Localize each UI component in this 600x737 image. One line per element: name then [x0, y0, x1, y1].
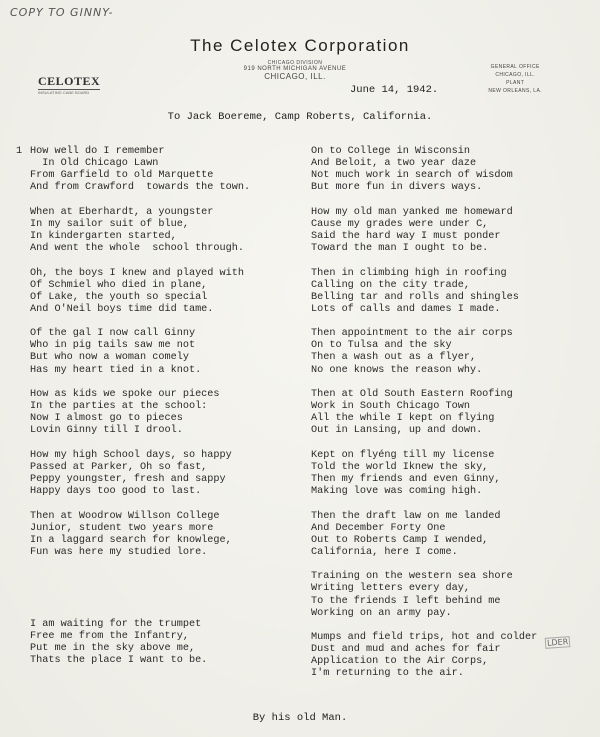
poem-line: Then appointment to the air corps — [311, 328, 513, 340]
poem-line: Fun was here my studied lore. — [30, 546, 208, 558]
poem-line: Work in South Chicago Town — [311, 401, 470, 413]
poem-line: Making love was coming high. — [311, 486, 483, 498]
poem-stanza — [311, 389, 586, 437]
poem-stanza — [311, 571, 586, 619]
poem-line: Oh, the boys I knew and played with — [30, 267, 244, 279]
handwritten-note: COPY TO GINNY- — [10, 6, 114, 19]
poem-left-column — [30, 146, 295, 680]
poem-line: Then my friends and even Ginny, — [311, 474, 501, 486]
poem-line: Cause my grades were under C, — [311, 218, 489, 230]
poem-line: Then at Old South Eastern Roofing — [311, 389, 513, 401]
poem-line: No one knows the reason why. — [311, 364, 483, 376]
poem-line: Training on the western sea shore — [311, 571, 513, 583]
poem-stanza — [311, 511, 586, 559]
poem-stanza — [30, 207, 295, 255]
poem-line: Then the draft law on me landed — [311, 510, 501, 522]
poem-line: I'm returning to the air. — [311, 668, 464, 680]
margin-handwritten-note: LDER — [545, 636, 571, 649]
poem-line: Out in Lansing, up and down. — [311, 425, 483, 437]
poem-line: Put me in the sky above me, — [30, 643, 196, 655]
poem-line: And went the whole school through. — [30, 243, 244, 255]
poem-line: On to College in Wisconsin — [311, 146, 470, 157]
poem-line: Who in pig tails saw me not — [30, 340, 196, 352]
poem-line: In kindergarten started, — [30, 230, 177, 242]
poem-line: How as kids we spoke our pieces — [30, 389, 220, 401]
poem-line: On to Tulsa and the sky — [311, 340, 452, 352]
poem-line: Belling tar and rolls and shingles — [311, 291, 519, 303]
general-office-label: GENERAL OFFICE — [490, 64, 540, 70]
poem-line: Then at Woodrow Willson College — [30, 510, 220, 522]
poem-line: Working on an army pay. — [311, 607, 452, 619]
poem-line: How my old man yanked me homeward — [311, 206, 513, 218]
poem-line: Of Schmiel who died in plane, — [30, 279, 208, 291]
company-name: The Celotex Corporation — [190, 36, 410, 55]
plant-label: PLANT — [506, 80, 525, 86]
poem-line: Of the gal I now call Ginny — [30, 328, 196, 340]
poem-line: All the while I kept on flying — [311, 413, 495, 425]
poem-line: In the parties at the school: — [30, 401, 208, 413]
celotex-logo — [38, 72, 118, 95]
letter-date: June 14, 1942. — [350, 84, 439, 96]
recipient-line: To Jack Boereme, Camp Roberts, California. — [167, 111, 433, 123]
poem-stanza — [311, 328, 586, 376]
poem-line: But who now a woman comely — [30, 352, 189, 364]
poem-line: Free me from the Infantry, — [30, 631, 189, 643]
office-info — [488, 63, 542, 95]
poem-line: How my high School days, so happy — [30, 449, 232, 461]
poem-line: Kept on flyéng till my license — [311, 449, 495, 461]
poem-line: But more fun in divers ways. — [311, 182, 483, 194]
poem-line: Out to Roberts Camp I wended, — [311, 534, 489, 546]
general-office-city: CHICAGO, ILL. — [495, 72, 535, 78]
poem-line: Then a wash out as a flyer, — [311, 352, 477, 364]
poem-line: Calling on the city trade, — [311, 279, 470, 291]
division-address — [230, 60, 360, 81]
poem-right-column — [311, 146, 586, 693]
signature: By his old Man. — [252, 712, 348, 724]
poem-line: Junior, student two years more — [30, 522, 214, 534]
poem-line: And from Crawford towards the town. — [30, 182, 251, 194]
poem-line: To the friends I left behind me — [311, 595, 501, 607]
poem-line: And December Forty One — [311, 522, 446, 534]
poem-line: And Beloit, a two year daze — [311, 158, 477, 170]
division-label: CHICAGO DIVISION — [267, 60, 323, 66]
poem-line: And O'Neil boys time did tame. — [30, 303, 214, 315]
poem-line: Has my heart tied in a knot. — [30, 364, 202, 376]
poem-line: Told the world Iknew the sky, — [311, 461, 489, 473]
poem-stanza — [30, 328, 295, 376]
poem-stanza — [30, 619, 295, 667]
poem-line: Mumps and field trips, hot and colder — [311, 632, 538, 644]
plant-city: NEW ORLEANS, LA. — [488, 88, 542, 94]
city: CHICAGO, ILL. — [264, 72, 326, 81]
poem-stanza — [30, 268, 295, 316]
poem-line: Not much work in search of wisdom — [311, 170, 513, 182]
poem-line: I am waiting for the trumpet — [30, 618, 202, 630]
poem-stanza — [30, 450, 295, 498]
poem-stanza — [311, 268, 586, 316]
poem-stanza — [311, 207, 586, 255]
poem-line: Now I almost go to pieces — [30, 413, 183, 425]
poem-line: Said the hard way I must ponder — [311, 230, 501, 242]
poem-line: Dust and mud and aches for fair — [311, 644, 501, 656]
poem-line: Of Lake, the youth so special — [30, 291, 208, 303]
poem-line: Then in climbing high in roofing — [311, 267, 507, 279]
poem-line: How well do I remember — [30, 146, 165, 157]
poem-line: Writing letters every day, — [311, 583, 470, 595]
poem-line: Lots of calls and dames I made. — [311, 303, 501, 315]
poem-line: In my sailor suit of blue, — [30, 218, 189, 230]
poem-line: Lovin Ginny till I drool. — [30, 425, 183, 437]
poem-line: California, here I come. — [311, 546, 458, 558]
logo-mark: CELOTEX — [38, 74, 101, 88]
poem-stanza — [311, 450, 586, 498]
poem-line: Peppy youngster, fresh and sappy — [30, 474, 226, 486]
street-address: 919 NORTH MICHIGAN AVENUE — [243, 66, 347, 72]
stanza-number: 1 — [16, 146, 23, 157]
poem-stanza — [30, 146, 295, 194]
poem-line: When at Eberhardt, a youngster — [30, 206, 214, 218]
poem-line: Toward the man I ought to be. — [311, 243, 489, 255]
poem-line: Happy days too good to last. — [30, 486, 202, 498]
poem-line: Thats the place I want to be. — [30, 655, 208, 667]
poem-line: In Old Chicago Lawn — [30, 158, 159, 170]
logo-subtitle: INSULATING CANE BOARD — [38, 90, 90, 95]
poem-line: Passed at Parker, Oh so fast, — [30, 461, 208, 473]
poem-line: In a laggard search for knowlege, — [30, 534, 232, 546]
poem-stanza — [311, 146, 586, 194]
poem-stanza — [30, 389, 295, 437]
poem-line: From Garfield to old Marquette — [30, 170, 214, 182]
poem-line: Application to the Air Corps, — [311, 656, 489, 668]
poem-stanza — [30, 511, 295, 559]
